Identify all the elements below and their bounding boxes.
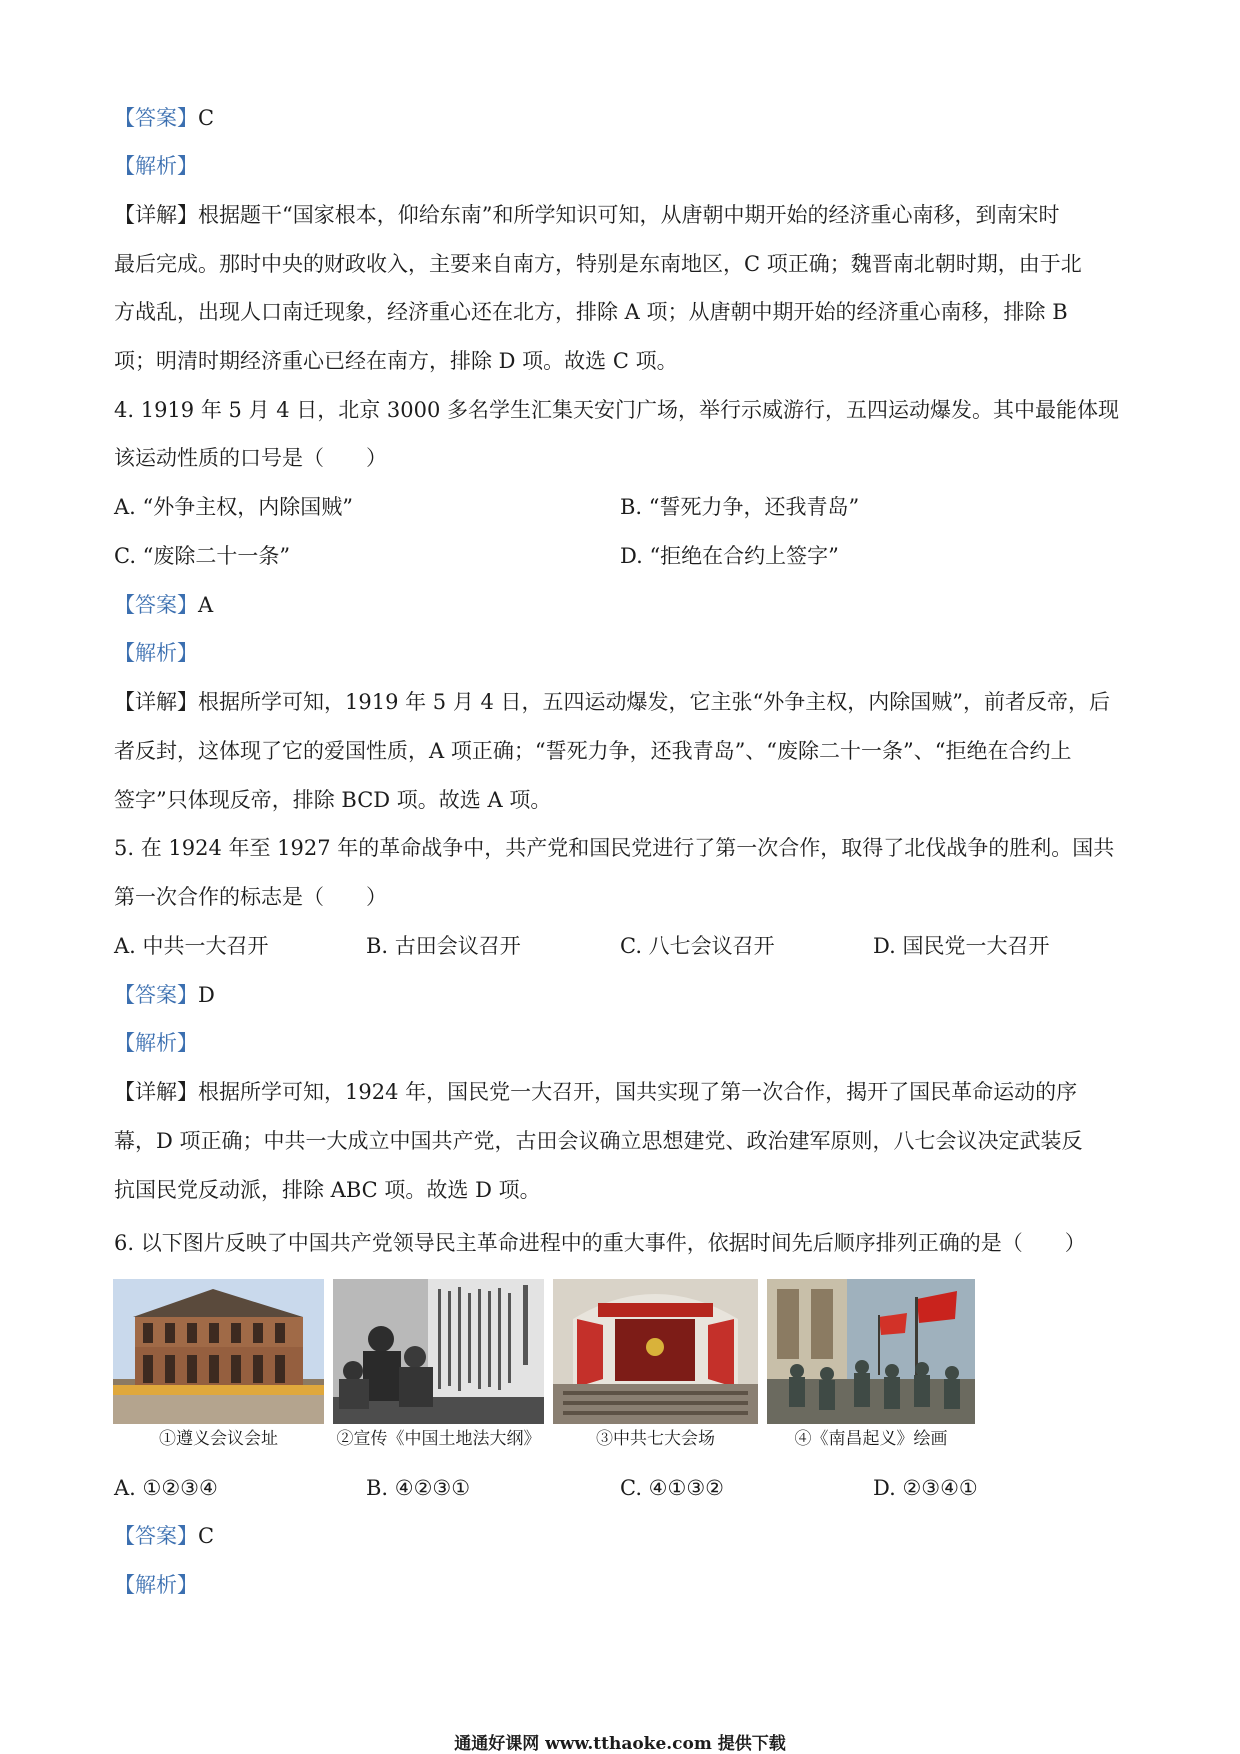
photo-land-law-propaganda [333,1279,544,1424]
q3-answer-line [114,103,1134,133]
q4-detail-line-1: 【详解】根据所学可知，1919 年 5 月 4 日，五四运动爆发，它主张“外争主权，内除国贼”，前者反帝，后 [114,690,1111,714]
q6-analysis-tag: 【解析】 [114,1573,198,1597]
detail-tag: 【详解】 [114,203,198,227]
photo-nanchang-uprising-painting [767,1279,975,1424]
caption-1: ①遵义会议会址 [159,1429,278,1449]
q4-stem-line-2: 该运动性质的口号是（ ） [114,446,387,470]
q3-detail-line-3: 方战乱，出现人口南迁现象，经济重心还在北方，排除 A 项；从唐朝中期开始的经济重心南移，排除 B [114,300,1068,324]
q4-option-c: C. “废除二十一条” [114,544,291,568]
q4-detail-line-3: 签字”只体现反帝，排除 BCD 项。故选 A 项。 [114,788,552,812]
q5-detail-line-3: 抗国民党反动派，排除 ABC 项。故选 D 项。 [114,1178,541,1202]
q6-answer-line: 【答案】C [114,1524,215,1548]
q5-option-b: B. 古田会议召开 [366,934,521,958]
q4-option-b: B. “誓死力争，还我青岛” [620,495,860,519]
q4-detail-line-2: 者反封，这体现了它的爱国性质，A 项正确；“誓死力争，还我青岛”、“废除二十一条”、“拒绝在合约上 [114,739,1072,763]
q3-detail-line-2: 最后完成。那时中央的财政收入，主要来自南方，特别是东南地区，C 项正确；魏晋南北朝时期，由于北 [114,252,1082,276]
q5-option-d: D. 国民党一大召开 [873,934,1050,958]
caption-4: ④《南昌起义》绘画 [794,1429,948,1449]
q5-detail-line-2: 幕，D 项正确；中共一大成立中国共产党，古田会议确立思想建党、政治建军原则，八七会议决定武装反 [114,1129,1083,1153]
q5-stem-line-2: 第一次合作的标志是（ ） [114,885,387,909]
page-footer: 通通好课网 www.tthaoke.com 提供下载 [454,1734,786,1754]
answer-value: C [198,106,215,130]
q5-stem-line-1: 5. 在 1924 年至 1927 年的革命战争中，共产党和国民党进行了第一次合作，取得了北伐战争的胜利。国共 [114,836,1115,860]
q4-option-a: A. “外争主权，内除国贼” [114,495,353,519]
q4-analysis-tag: 【解析】 [114,641,198,665]
q5-answer-line: 【答案】D [114,983,215,1007]
q5-detail-line-1: 【详解】根据所学可知，1924 年，国民党一大召开，国共实现了第一次合作，揭开了国民革命运动的序 [114,1080,1078,1104]
q4-option-d: D. “拒绝在合约上签字” [620,544,839,568]
caption-2: ②宣传《中国土地法大纲》 [336,1429,541,1449]
q3-analysis-tag: 【解析】 [114,154,198,178]
q4-answer-line: 【答案】A [114,593,214,617]
q5-option-c: C. 八七会议召开 [620,934,775,958]
photo-seventh-congress-hall [553,1279,758,1424]
photo-zunyi-site [113,1279,324,1424]
q6-stem: 6. 以下图片反映了中国共产党领导民主革命进程中的重大事件，依据时间先后顺序排列正确的是（ ） [114,1231,1086,1255]
q3-detail-line-1: 【详解】根据题干“国家根本，仰给东南”和所学知识可知，从唐朝中期开始的经济重心南移，到南宋时 [114,203,1060,227]
answer-tag: 【答案】 [114,106,198,130]
q4-stem-line-1: 4. 1919 年 5 月 4 日，北京 3000 多名学生汇集天安门广场，举行示威游行，五四运动爆发。其中最能体现 [114,398,1120,422]
caption-3: ③中共七大会场 [596,1429,715,1449]
q5-analysis-tag: 【解析】 [114,1031,198,1055]
q6-option-c: C. ④①③② [620,1476,724,1500]
q5-option-a: A. 中共一大召开 [114,934,269,958]
q6-option-d: D. ②③④① [873,1476,978,1500]
q3-detail-line-4: 项；明清时期经济重心已经在南方，排除 D 项。故选 C 项。 [114,349,678,373]
q6-option-a: A. ①②③④ [114,1476,218,1500]
q6-option-b: B. ④②③① [366,1476,471,1500]
